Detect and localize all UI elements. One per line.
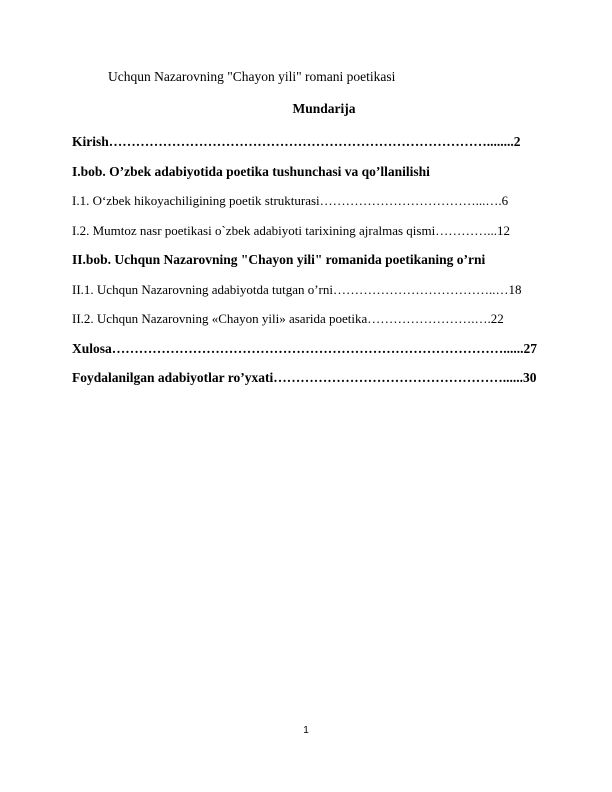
toc-entry-section-2-1: II.1. Uchqun Nazarovning adabiyotda tutgan o’rni………………………………..…18 xyxy=(72,281,522,297)
toc-heading: Mundarija xyxy=(292,101,356,116)
toc-entry-xulosa: Xulosa……………………………………………………………………………......27 xyxy=(72,340,538,356)
toc-entry-section-1-1: I.1. O‘zbek hikoyachiligining poetik strukturasi………………………………...….6 xyxy=(72,193,509,208)
toc-entry-chapter-1: I.bob. O’zbek adabiyotida poetika tushunchasi va qo’llanilishi xyxy=(72,163,430,179)
table-of-contents xyxy=(72,130,542,396)
page-number: 1 xyxy=(303,725,309,736)
document-title: Uchqun Nazarovning "Chayon yili" romani poetikasi xyxy=(108,69,396,84)
toc-entry-kirish: Kirish…………………………………………………………………………........2 xyxy=(72,134,521,149)
toc-entry-bibliography: Foydalanilgan adabiyotlar ro’yxati……………………………………………......30 xyxy=(72,370,537,385)
toc-entry-section-2-2: II.2. Uchqun Nazarovning «Chayon yili» asarida poetika…………………….….22 xyxy=(72,311,504,326)
toc-entry-section-1-2: I.2. Mumtoz nasr poetikasi o`zbek adabiyoti tarixining ajralmas qismi…………...12 xyxy=(72,222,510,238)
toc-entry-chapter-2: II.bob. Uchqun Nazarovning "Chayon yili" romanida poetikaning o’rni xyxy=(72,252,486,267)
